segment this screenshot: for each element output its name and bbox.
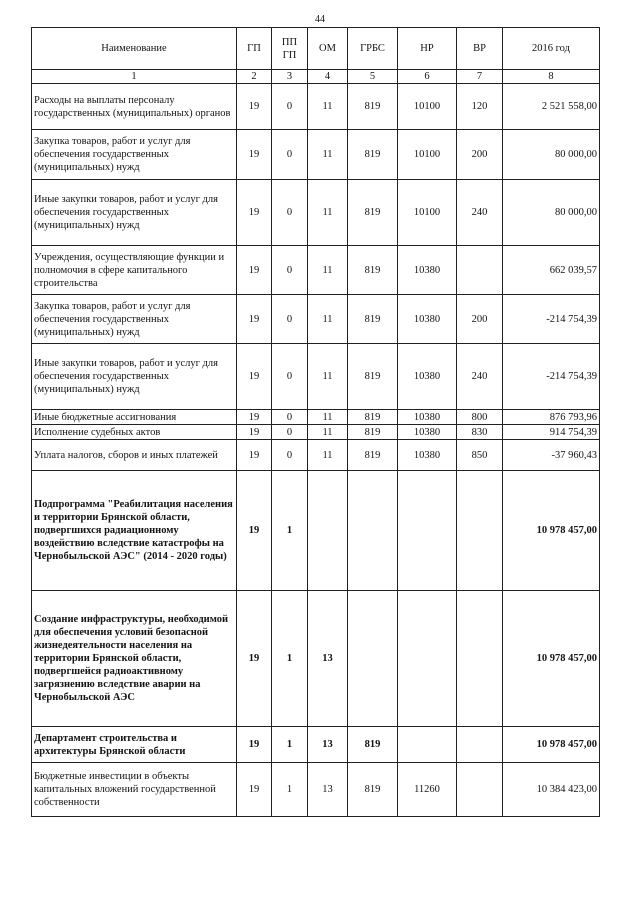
row-ppgp: 0 xyxy=(272,344,308,410)
row-om: 11 xyxy=(308,84,348,130)
row-nr: 10380 xyxy=(398,246,457,295)
row-ppgp: 0 xyxy=(272,246,308,295)
table-row xyxy=(32,84,600,130)
row-amount: 2 521 558,00 xyxy=(503,84,600,130)
row-nr xyxy=(398,471,457,591)
column-header-vr: ВР xyxy=(457,28,503,70)
row-vr: 240 xyxy=(457,344,503,410)
column-number: 3 xyxy=(272,70,308,84)
table-row xyxy=(32,471,600,591)
row-name: Учреждения, осуществляющие функции и полномочия в сфере капитального строительства xyxy=(32,246,237,295)
row-om: 11 xyxy=(308,425,348,440)
row-grbs: 819 xyxy=(348,763,398,817)
row-gp: 19 xyxy=(237,440,272,471)
column-header-ppgp: ПП ГП xyxy=(272,28,308,70)
row-name: Иные закупки товаров, работ и услуг для обеспечения государственных (муниципальных) нужд xyxy=(32,180,237,246)
row-name: Закупка товаров, работ и услуг для обеспечения государственных (муниципальных) нужд xyxy=(32,295,237,344)
row-name: Подпрограмма "Реабилитация населения и территории Брянской области, подвергшихся радиационному воздействию вследствие катастрофы на Чернобыльской АЭС" (2014 - 2020 годы) xyxy=(32,471,237,591)
row-name: Расходы на выплаты персоналу государственных (муниципальных) органов xyxy=(32,84,237,130)
row-nr xyxy=(398,591,457,727)
row-nr: 10380 xyxy=(398,440,457,471)
row-amount: 10 978 457,00 xyxy=(503,471,600,591)
column-number: 7 xyxy=(457,70,503,84)
row-vr xyxy=(457,246,503,295)
row-grbs: 819 xyxy=(348,84,398,130)
column-header-year: 2016 год xyxy=(503,28,600,70)
table-row xyxy=(32,410,600,425)
row-vr: 850 xyxy=(457,440,503,471)
row-ppgp: 0 xyxy=(272,180,308,246)
row-amount: 876 793,96 xyxy=(503,410,600,425)
row-om: 13 xyxy=(308,727,348,763)
row-name: Исполнение судебных актов xyxy=(32,425,237,440)
row-grbs: 819 xyxy=(348,410,398,425)
row-gp: 19 xyxy=(237,763,272,817)
row-gp: 19 xyxy=(237,180,272,246)
row-name: Бюджетные инвестиции в объекты капитальных вложений государственной собственности xyxy=(32,763,237,817)
row-grbs: 819 xyxy=(348,440,398,471)
row-gp: 19 xyxy=(237,471,272,591)
column-number-row xyxy=(32,70,600,84)
table-row xyxy=(32,425,600,440)
row-gp: 19 xyxy=(237,246,272,295)
row-om: 11 xyxy=(308,440,348,471)
row-name: Иные закупки товаров, работ и услуг для обеспечения государственных (муниципальных) нужд xyxy=(32,344,237,410)
row-gp: 19 xyxy=(237,84,272,130)
row-gp: 19 xyxy=(237,344,272,410)
table-row xyxy=(32,246,600,295)
page-number: 44 xyxy=(315,14,325,25)
row-gp: 19 xyxy=(237,410,272,425)
row-amount: 80 000,00 xyxy=(503,180,600,246)
column-header-grbs: ГРБС xyxy=(348,28,398,70)
row-amount: 10 978 457,00 xyxy=(503,727,600,763)
row-nr: 10100 xyxy=(398,130,457,180)
row-grbs: 819 xyxy=(348,130,398,180)
column-number: 2 xyxy=(237,70,272,84)
row-grbs: 819 xyxy=(348,425,398,440)
row-gp: 19 xyxy=(237,295,272,344)
row-nr: 10380 xyxy=(398,425,457,440)
row-vr: 200 xyxy=(457,295,503,344)
column-number: 8 xyxy=(503,70,600,84)
row-vr: 120 xyxy=(457,84,503,130)
row-amount: 10 978 457,00 xyxy=(503,591,600,727)
row-om: 11 xyxy=(308,344,348,410)
row-vr xyxy=(457,591,503,727)
column-number: 4 xyxy=(308,70,348,84)
row-name: Закупка товаров, работ и услуг для обеспечения государственных (муниципальных) нужд xyxy=(32,130,237,180)
row-ppgp: 0 xyxy=(272,410,308,425)
row-grbs: 819 xyxy=(348,246,398,295)
row-name: Создание инфраструктуры, необходимой для обеспечения условий безопасной жизнедеятельности населения на территории Брянской области, подвергшейся радиоактивному загрязнению вследствие аварии на Чернобыльской АЭС xyxy=(32,591,237,727)
row-nr: 11260 xyxy=(398,763,457,817)
row-nr: 10380 xyxy=(398,344,457,410)
row-amount: 914 754,39 xyxy=(503,425,600,440)
row-grbs: 819 xyxy=(348,295,398,344)
row-om: 13 xyxy=(308,591,348,727)
row-amount: -214 754,39 xyxy=(503,344,600,410)
row-ppgp: 0 xyxy=(272,425,308,440)
row-om: 11 xyxy=(308,180,348,246)
row-ppgp: 0 xyxy=(272,84,308,130)
row-vr xyxy=(457,763,503,817)
row-nr xyxy=(398,727,457,763)
table-row xyxy=(32,591,600,727)
row-nr: 10100 xyxy=(398,84,457,130)
row-amount: -37 960,43 xyxy=(503,440,600,471)
budget-table xyxy=(31,27,600,817)
header-row xyxy=(32,28,600,70)
row-name: Иные бюджетные ассигнования xyxy=(32,410,237,425)
table-row xyxy=(32,727,600,763)
row-gp: 19 xyxy=(237,130,272,180)
column-number: 5 xyxy=(348,70,398,84)
row-amount: 80 000,00 xyxy=(503,130,600,180)
table-row xyxy=(32,344,600,410)
column-header-name: Наименование xyxy=(32,28,237,70)
row-ppgp: 1 xyxy=(272,763,308,817)
row-grbs xyxy=(348,591,398,727)
row-amount: -214 754,39 xyxy=(503,295,600,344)
row-vr: 800 xyxy=(457,410,503,425)
column-number: 1 xyxy=(32,70,237,84)
row-amount: 10 384 423,00 xyxy=(503,763,600,817)
column-header-om: ОМ xyxy=(308,28,348,70)
table-row xyxy=(32,440,600,471)
row-om: 11 xyxy=(308,410,348,425)
row-om: 13 xyxy=(308,763,348,817)
row-vr xyxy=(457,727,503,763)
row-vr: 240 xyxy=(457,180,503,246)
row-om: 11 xyxy=(308,295,348,344)
row-ppgp: 1 xyxy=(272,591,308,727)
row-name: Департамент строительства и архитектуры Брянской области xyxy=(32,727,237,763)
row-vr xyxy=(457,471,503,591)
table-row xyxy=(32,295,600,344)
row-name: Уплата налогов, сборов и иных платежей xyxy=(32,440,237,471)
table-row xyxy=(32,130,600,180)
row-om: 11 xyxy=(308,246,348,295)
row-grbs: 819 xyxy=(348,727,398,763)
row-ppgp: 1 xyxy=(272,471,308,591)
row-nr: 10380 xyxy=(398,295,457,344)
row-grbs: 819 xyxy=(348,180,398,246)
row-gp: 19 xyxy=(237,591,272,727)
row-vr: 200 xyxy=(457,130,503,180)
row-nr: 10380 xyxy=(398,410,457,425)
row-ppgp: 0 xyxy=(272,440,308,471)
table-row xyxy=(32,180,600,246)
row-nr: 10100 xyxy=(398,180,457,246)
column-number: 6 xyxy=(398,70,457,84)
row-om xyxy=(308,471,348,591)
table-row xyxy=(32,763,600,817)
row-grbs xyxy=(348,471,398,591)
row-gp: 19 xyxy=(237,727,272,763)
column-header-nr: НР xyxy=(398,28,457,70)
row-amount: 662 039,57 xyxy=(503,246,600,295)
row-vr: 830 xyxy=(457,425,503,440)
row-ppgp: 1 xyxy=(272,727,308,763)
row-ppgp: 0 xyxy=(272,130,308,180)
row-grbs: 819 xyxy=(348,344,398,410)
row-om: 11 xyxy=(308,130,348,180)
row-gp: 19 xyxy=(237,425,272,440)
column-header-gp: ГП xyxy=(237,28,272,70)
row-ppgp: 0 xyxy=(272,295,308,344)
